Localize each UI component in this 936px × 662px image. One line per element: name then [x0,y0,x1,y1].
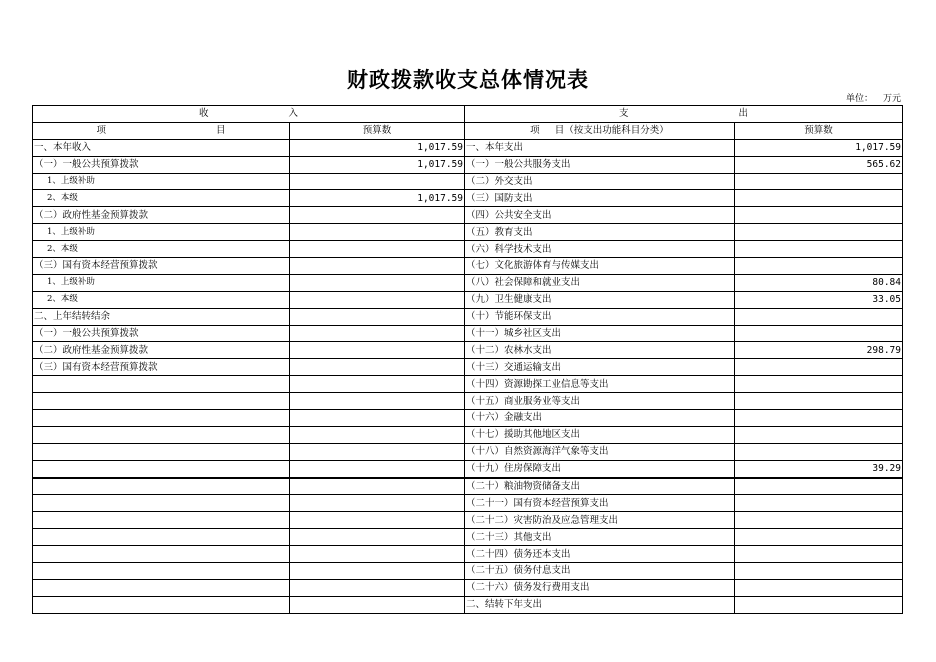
unit-label [846,91,901,104]
expense-header: 支 出 [465,106,903,123]
income-value [290,579,465,596]
expense-item: 二、结转下年支出 [465,596,735,613]
income-item [33,512,290,529]
income-item [33,426,290,443]
expense-item: （十）节能环保支出 [465,308,735,325]
table-row [33,207,903,224]
income-item [33,579,290,596]
expense-value [735,393,903,410]
budget-table [32,105,903,614]
expense-item: （二十）粮油物资储备支出 [465,478,735,495]
expense-item: （三）国防支出 [465,190,735,207]
expense-value [735,512,903,529]
table-row [33,325,903,342]
income-value [290,478,465,495]
income-value [290,529,465,546]
table-row [33,274,903,291]
table-row [33,376,903,393]
expense-value [735,529,903,546]
expense-value [735,546,903,563]
unit-value: 万元 [883,94,902,104]
table-row [33,224,903,241]
income-item: （三）国有资本经营预算拨款 [33,359,290,376]
income-value [290,308,465,325]
expense-item: （五）教育支出 [465,224,735,241]
expense-item: （八）社会保障和就业支出 [465,274,735,291]
table-row [33,563,903,580]
income-item [33,376,290,393]
income-value [290,393,465,410]
table-row [33,529,903,546]
expense-budget-header: 预算数 [735,122,903,139]
income-item: 2、本级 [33,241,290,258]
expense-value [735,596,903,613]
expense-item: （二十一）国有资本经营预算支出 [465,495,735,512]
table-row [33,443,903,460]
table-row [33,359,903,376]
income-item: （一）一般公共预算拨款 [33,325,290,342]
expense-item: （四）公共安全支出 [465,207,735,224]
expense-value: 1,017.59 [735,139,903,156]
income-value [290,342,465,359]
expense-value [735,579,903,596]
expense-item: （二十四）债务还本支出 [465,546,735,563]
income-item [33,596,290,613]
table-row [33,546,903,563]
income-item: （二）政府性基金预算拨款 [33,207,290,224]
income-item: （三）国有资本经营预算拨款 [33,258,290,275]
expense-item: （一）一般公共服务支出 [465,156,735,173]
expense-item: （二十三）其他支出 [465,529,735,546]
income-value [290,410,465,427]
expense-value: 33.05 [735,291,903,308]
expense-value [735,190,903,207]
income-item: 一、本年收入 [33,139,290,156]
income-value [290,241,465,258]
expense-value: 298.79 [735,342,903,359]
table-row [33,258,903,275]
expense-item: （九）卫生健康支出 [465,291,735,308]
expense-value [735,376,903,393]
expense-item: （十四）资源勘探工业信息等支出 [465,376,735,393]
expense-item: （十一）城乡社区支出 [465,325,735,342]
expense-value [735,478,903,495]
expense-value [735,443,903,460]
expense-value [735,241,903,258]
income-value [290,224,465,241]
income-header: 收 入 [33,106,465,123]
table-row [33,342,903,359]
expense-value [735,495,903,512]
income-value [290,596,465,613]
expense-item: （十五）商业服务业等支出 [465,393,735,410]
income-item [33,443,290,460]
table-header-row-2 [33,122,903,139]
income-item [33,563,290,580]
income-value [290,291,465,308]
expense-item: （二十二）灾害防治及应急管理支出 [465,512,735,529]
expense-item: （十八）自然资源海洋气象等支出 [465,443,735,460]
expense-item: （二十六）债务发行费用支出 [465,579,735,596]
expense-item-header: 项 目（按支出功能科目分类） [465,122,735,139]
income-value [290,495,465,512]
table-row [33,579,903,596]
expense-item: （十二）农林水支出 [465,342,735,359]
expense-item: （二）外交支出 [465,173,735,190]
expense-value [735,173,903,190]
table-row [33,173,903,190]
expense-value [735,410,903,427]
table-row [33,393,903,410]
income-value [290,376,465,393]
table-row [33,241,903,258]
expense-item: （十三）交通运输支出 [465,359,735,376]
income-value [290,512,465,529]
income-value: 1,017.59 [290,190,465,207]
income-item [33,393,290,410]
income-value [290,258,465,275]
expense-value: 80.84 [735,274,903,291]
expense-value [735,258,903,275]
table-row [33,460,903,477]
income-value: 1,017.59 [290,139,465,156]
expense-value [735,207,903,224]
income-value [290,443,465,460]
income-item: （二）政府性基金预算拨款 [33,342,290,359]
table-row [33,410,903,427]
page-title: 财政拨款收支总体情况表 [347,67,589,92]
table-row [33,426,903,443]
table-row [33,512,903,529]
income-value: 1,017.59 [290,156,465,173]
table-row [33,291,903,308]
expense-value [735,308,903,325]
income-value [290,359,465,376]
income-budget-header: 预算数 [290,122,465,139]
expense-value: 39.29 [735,460,903,477]
table-row [33,308,903,325]
income-item-header: 项 目 [33,122,290,139]
income-item: 1、上级补助 [33,274,290,291]
table-row [33,495,903,512]
table-row [33,190,903,207]
table-row [33,596,903,613]
income-value [290,274,465,291]
income-item [33,529,290,546]
expense-item: （六）科学技术支出 [465,241,735,258]
income-item: 1、上级补助 [33,224,290,241]
income-value [290,207,465,224]
table-row [33,156,903,173]
expense-value [735,359,903,376]
table-header-row-1 [33,106,903,123]
income-item [33,495,290,512]
table-row [33,139,903,156]
expense-item: （十六）金融支出 [465,410,735,427]
income-item [33,546,290,563]
table-row [33,478,903,495]
expense-item: （七）文化旅游体育与传媒支出 [465,258,735,275]
income-value [290,546,465,563]
unit-prefix: 单位： [846,94,874,104]
income-value [290,325,465,342]
income-item: 二、上年结转结余 [33,308,290,325]
income-item: （一）一般公共预算拨款 [33,156,290,173]
income-item: 1、上级补助 [33,173,290,190]
expense-item: 一、本年支出 [465,139,735,156]
expense-value [735,325,903,342]
expense-item: （十九）住房保障支出 [465,460,735,477]
expense-value [735,563,903,580]
income-item: 2、本级 [33,291,290,308]
expense-value [735,224,903,241]
expense-value: 565.62 [735,156,903,173]
income-item [33,460,290,477]
income-item [33,478,290,495]
income-value [290,426,465,443]
income-value [290,460,465,477]
expense-value [735,426,903,443]
income-item: 2、本级 [33,190,290,207]
expense-item: （二十五）债务付息支出 [465,563,735,580]
income-value [290,173,465,190]
expense-item: （十七）援助其他地区支出 [465,426,735,443]
income-value [290,563,465,580]
income-item [33,410,290,427]
